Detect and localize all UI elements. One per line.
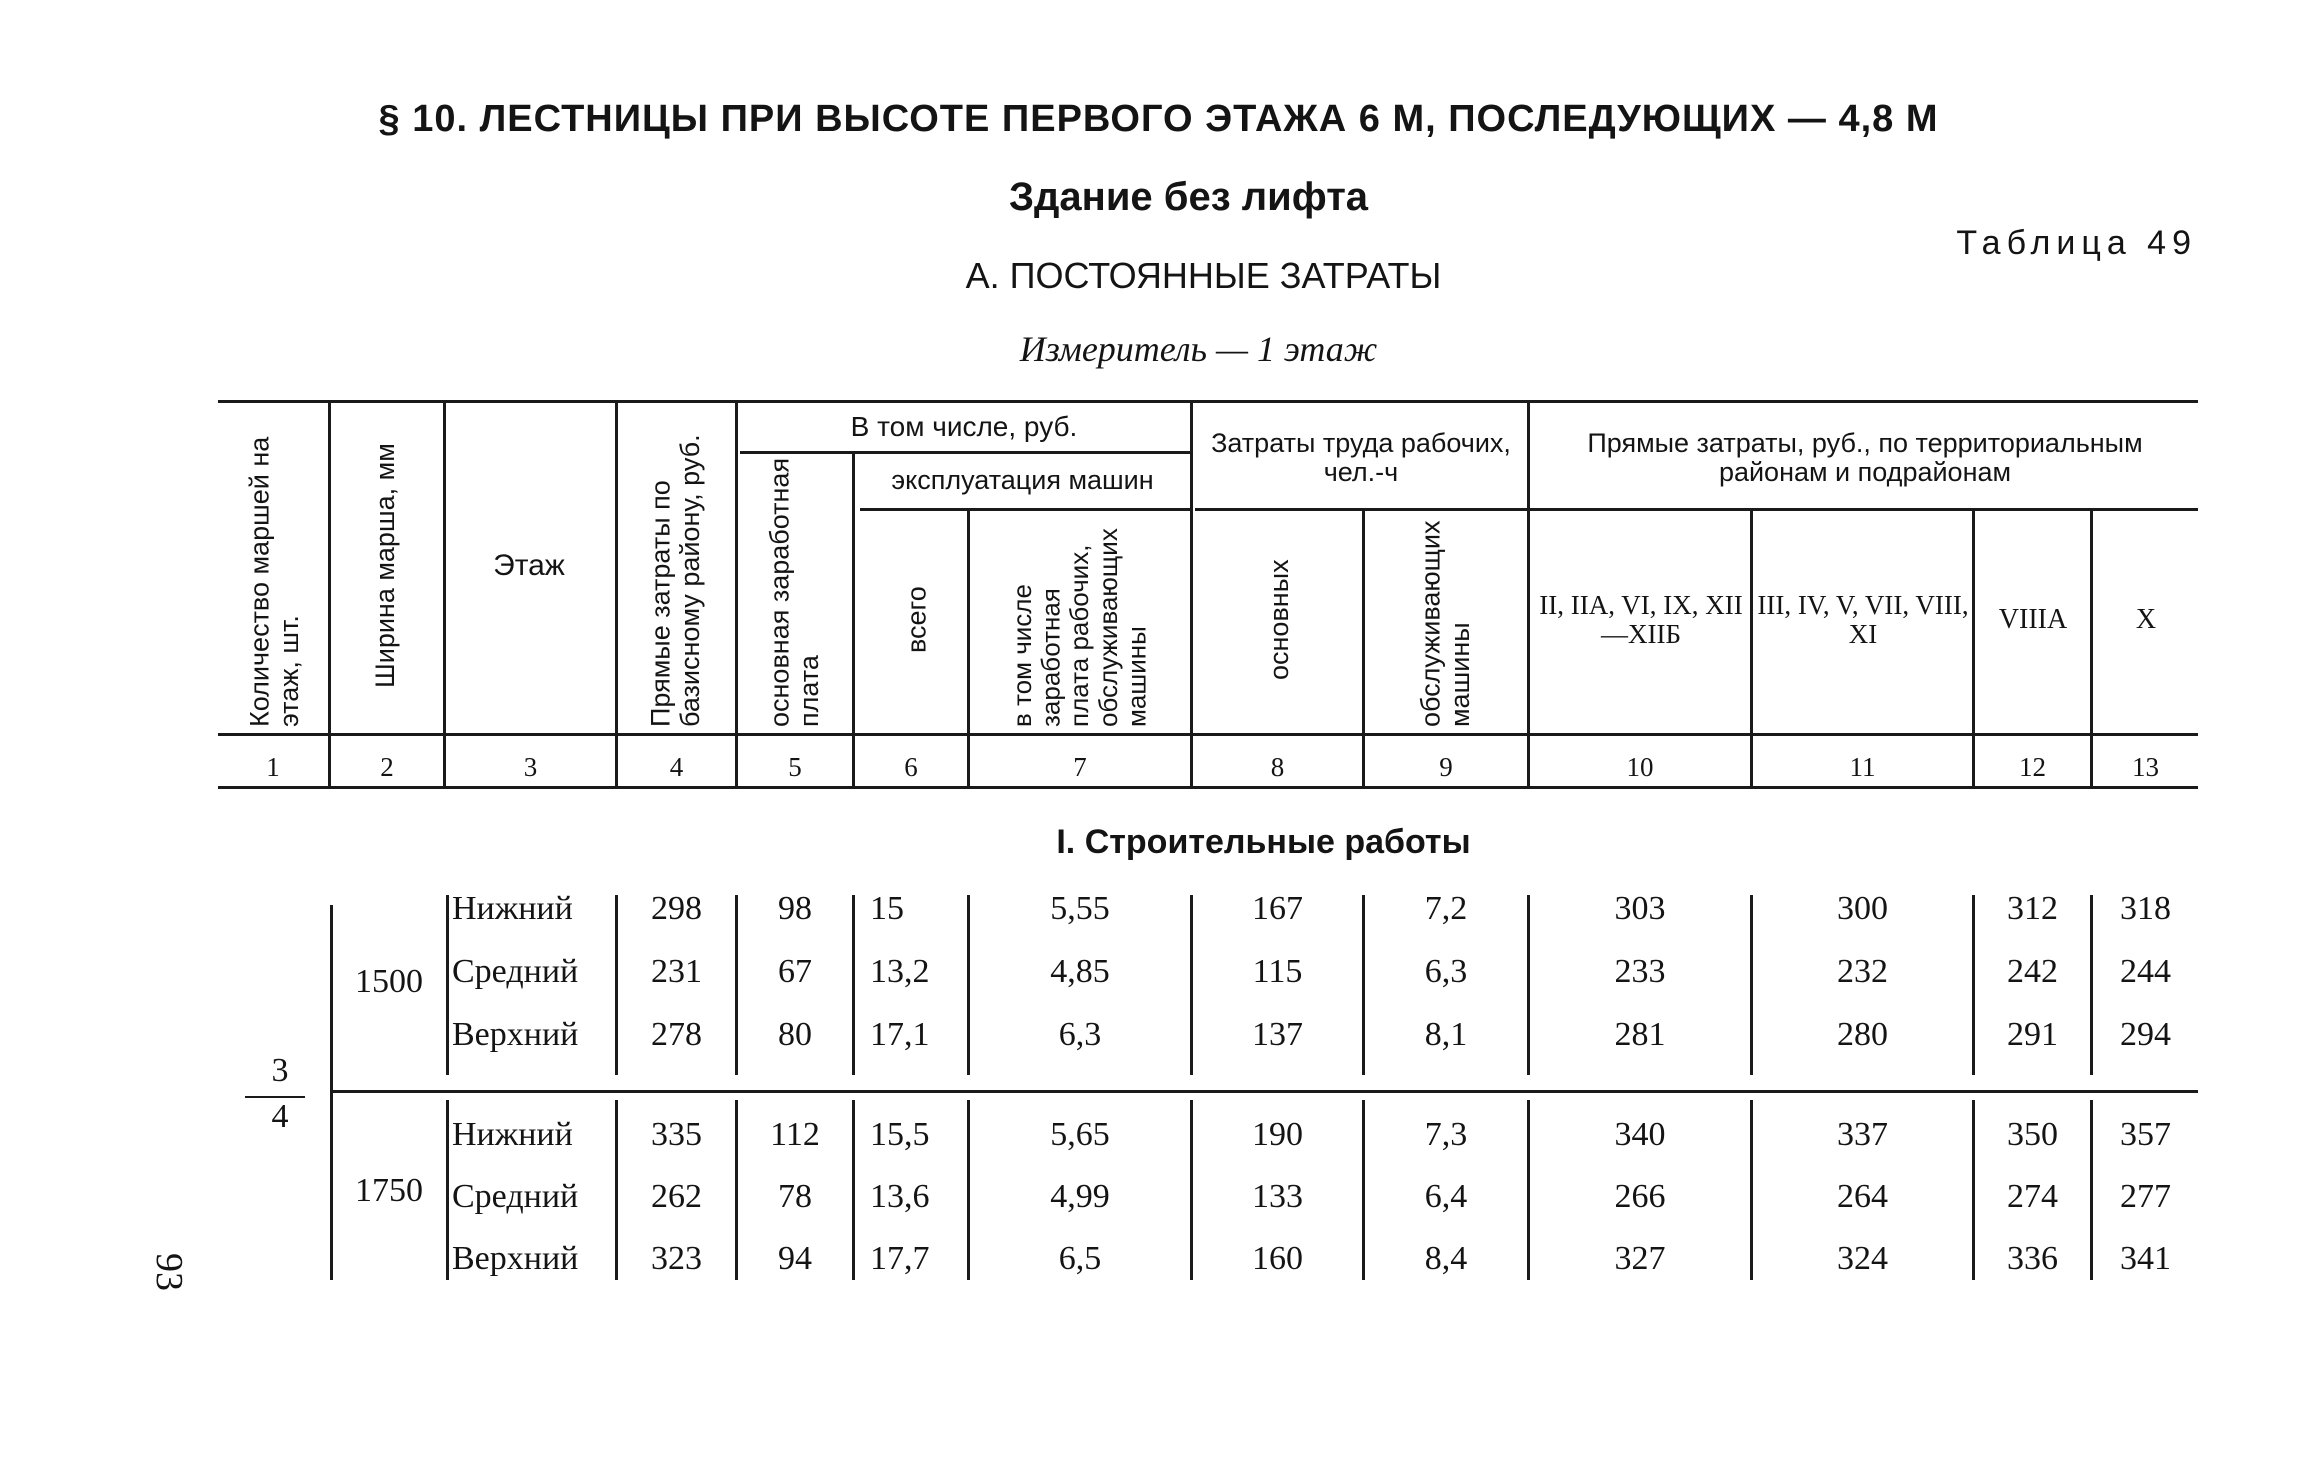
header-region-1: II, IIA, VI, IX, XII—XIIБ (1539, 590, 1743, 649)
floor-name: Средний (452, 1178, 579, 1215)
base-wage: 67 (778, 953, 812, 990)
region-cost: 336 (2007, 1240, 2058, 1277)
march-width-value: 1500 (355, 963, 423, 1000)
cost-section-title: А. ПОСТОЯННЫЕ ЗАТРАТЫ (965, 255, 1442, 296)
body-divider (852, 1100, 855, 1280)
header-divider (1190, 400, 1193, 786)
machines-wage: 4,85 (1050, 953, 1110, 990)
machines-wage: 6,5 (1058, 1240, 1102, 1277)
body-divider (446, 1100, 449, 1280)
region-cost: 264 (1837, 1178, 1888, 1215)
region-cost: 274 (2007, 1178, 2058, 1215)
region-cost: 327 (1614, 1240, 1666, 1277)
measure-unit: Измеритель — 1 этаж (1019, 329, 1378, 369)
header-march-width: Ширина марша, мм (370, 443, 401, 689)
region-cost: 312 (2007, 890, 2058, 927)
region-cost: 266 (1614, 1178, 1666, 1215)
column-number: 1 (266, 752, 280, 782)
region-cost: 291 (2007, 1016, 2058, 1053)
labor-machines: 8,1 (1424, 1016, 1468, 1053)
column-number: 12 (2019, 752, 2046, 782)
base-cost: 231 (651, 953, 702, 990)
region-cost: 340 (1614, 1116, 1666, 1153)
region-cost: 280 (1837, 1016, 1888, 1053)
header-region-4: X (2135, 603, 2157, 635)
header-base-wage: основная заработная плата (764, 457, 824, 727)
column-number: 6 (904, 752, 918, 782)
page-number: 93 (148, 1253, 190, 1291)
machines-wage: 5,65 (1050, 1116, 1110, 1153)
region-cost: 324 (1837, 1240, 1888, 1277)
machines-total: 15 (870, 890, 904, 927)
machines-wage: 6,3 (1058, 1016, 1102, 1053)
floor-name: Нижний (452, 1116, 573, 1153)
region-cost: 357 (2120, 1116, 2171, 1153)
floor-name: Верхний (452, 1240, 579, 1277)
works-section-title: I. Строительные работы (1056, 823, 1471, 861)
region-cost: 350 (2007, 1116, 2058, 1153)
header-divider (735, 400, 738, 786)
machines-wage: 4,99 (1050, 1178, 1110, 1215)
column-number: 5 (788, 752, 802, 782)
machines-total: 17,1 (870, 1016, 930, 1053)
table-top-rule (218, 400, 2198, 403)
group-incl-rule (740, 451, 1190, 454)
region-cost: 337 (1837, 1116, 1888, 1153)
base-wage: 78 (778, 1178, 812, 1215)
region-cost: 303 (1614, 890, 1666, 927)
base-wage: 98 (778, 890, 812, 927)
marches-numerator: 3 (271, 1052, 289, 1089)
labor-main: 137 (1252, 1016, 1303, 1053)
header-labor-machines: обслуживающих машины (1415, 520, 1475, 727)
marches-denominator: 4 (271, 1098, 289, 1135)
region-cost: 242 (2007, 953, 2058, 990)
header-base-cost: Прямые затраты по базисному району, руб. (645, 434, 705, 727)
region-cost: 232 (1837, 953, 1888, 990)
labor-main: 167 (1252, 890, 1303, 927)
header-region-2: III, IV, V, VII, VIII, XI (1757, 590, 1969, 649)
column-number: 4 (669, 752, 684, 782)
column-number: 11 (1849, 752, 1876, 782)
header-divider (2090, 508, 2093, 786)
header-divider (1527, 400, 1530, 786)
base-cost: 278 (651, 1016, 702, 1053)
column-number: 9 (1439, 752, 1453, 782)
floor-name: Средний (452, 953, 579, 990)
floor-name: Нижний (452, 890, 573, 927)
base-cost: 323 (651, 1240, 702, 1277)
column-number: 7 (1073, 752, 1087, 782)
header-divider (967, 508, 970, 786)
base-cost: 262 (651, 1178, 702, 1215)
region-cost: 277 (2120, 1178, 2171, 1215)
column-number: 13 (2132, 752, 2159, 782)
header-labor-main: основных (1264, 559, 1295, 680)
section-title: § 10. ЛЕСТНИЦЫ ПРИ ВЫСОТЕ ПЕРВОГО ЭТАЖА 6 М, ПОСЛЕДУЮЩИХ — 4,8 М (378, 98, 1939, 140)
machines-total: 15,5 (870, 1116, 930, 1153)
header-floor: Этаж (493, 549, 565, 583)
base-wage: 112 (770, 1116, 820, 1153)
column-number: 8 (1270, 752, 1285, 782)
labor-main: 115 (1252, 953, 1303, 990)
labor-main: 133 (1252, 1178, 1303, 1215)
header-group-direct: Прямые затраты, руб., по территориальным районам и подрайонам (1587, 428, 2143, 487)
region-cost: 281 (1614, 1016, 1666, 1053)
building-subtitle: Здание без лифта (1008, 175, 1369, 219)
header-marches-count: Количество маршей на этаж, шт. (244, 436, 304, 727)
header-divider (328, 400, 331, 786)
base-wage: 94 (778, 1240, 812, 1277)
region-cost: 294 (2120, 1016, 2171, 1053)
group-separator-rule (330, 1090, 2198, 1093)
machines-total: 13,6 (870, 1178, 930, 1215)
header-group-machines: эксплуатация машин (891, 464, 1154, 495)
table-label: Таблица 49 (1956, 224, 2197, 262)
header-bottom-rule (218, 733, 2198, 736)
labor-main: 160 (1252, 1240, 1303, 1277)
labor-machines: 7,2 (1424, 890, 1468, 927)
header-divider (1362, 508, 1365, 786)
labor-main: 190 (1252, 1116, 1303, 1153)
machines-total: 13,2 (870, 953, 930, 990)
header-region-3: VIIIA (1998, 603, 2068, 635)
header-divider (1750, 508, 1753, 786)
header-machines-wage: в том числе заработная плата рабочих, обслуживающих машины (1007, 528, 1152, 727)
labor-machines: 7,3 (1424, 1116, 1468, 1153)
body-divider (446, 895, 449, 1075)
machines-total: 17,7 (870, 1240, 930, 1277)
region-cost: 341 (2120, 1240, 2171, 1277)
labor-machines: 8,4 (1424, 1240, 1468, 1277)
march-width-value: 1750 (355, 1172, 423, 1209)
colnum-bottom-rule (218, 786, 2198, 789)
region-cost: 318 (2120, 890, 2171, 927)
region-cost: 244 (2120, 953, 2171, 990)
group-machines-rule (860, 508, 1190, 511)
body-divider (852, 895, 855, 1075)
column-number: 10 (1626, 752, 1654, 782)
group-labor-rule (1195, 508, 1527, 511)
base-wage: 80 (778, 1016, 812, 1053)
column-number: 2 (380, 752, 394, 782)
header-group-incl: В том числе, руб. (850, 411, 1078, 443)
floor-name: Верхний (452, 1016, 579, 1053)
base-cost: 335 (651, 1116, 702, 1153)
header-machines-total: всего (901, 586, 932, 653)
group-direct-rule (1530, 508, 2198, 511)
column-number: 3 (523, 752, 538, 782)
base-cost: 298 (651, 890, 702, 927)
machines-wage: 5,55 (1050, 890, 1110, 927)
header-group-labor: Затраты труда рабочих, чел.-ч (1211, 428, 1511, 487)
labor-machines: 6,3 (1424, 953, 1468, 990)
header-divider (1972, 508, 1975, 786)
labor-machines: 6,4 (1424, 1178, 1468, 1215)
region-cost: 300 (1837, 890, 1888, 927)
header-divider (615, 400, 618, 786)
region-cost: 233 (1614, 953, 1666, 990)
